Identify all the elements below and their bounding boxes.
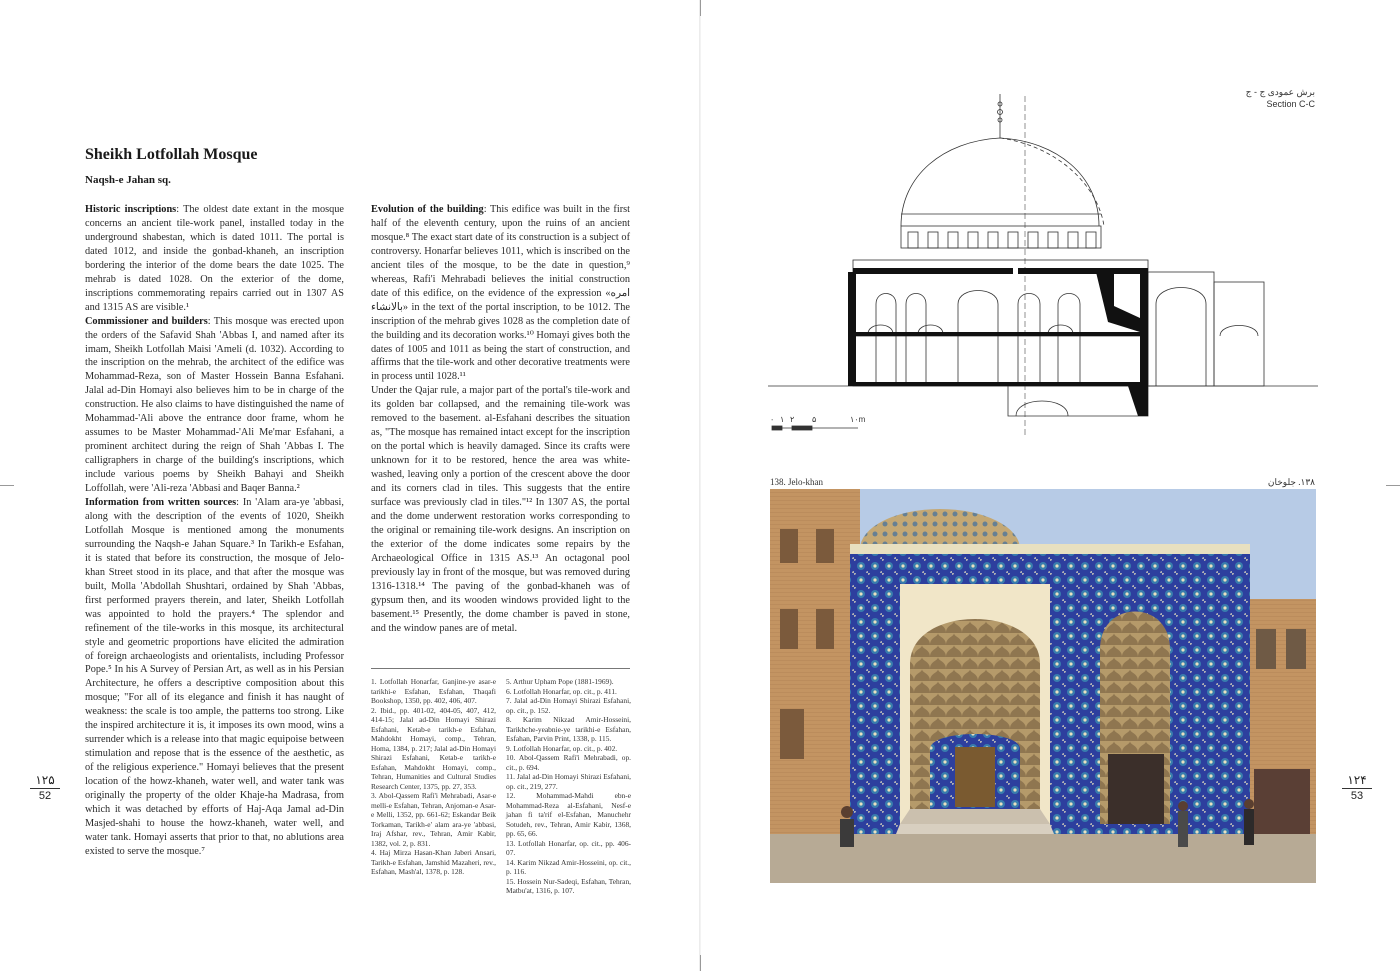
page-number-left [30, 773, 60, 803]
crop-mark [1386, 485, 1400, 486]
footnote: 3. Abol-Qassem Rafi'i Mehrabadi, Asar-e melli-e Esfahan, Tehran, Anjoman-e Asar-e Melli, 1352, pp. 661-62; Eskandar Beik Torkaman, Tarikh-e' alam ara-ye 'abbasi, Iraj Afshar, rev., Tehran, Amir Kabir, 1382, vol. 2, p. 831. [371, 791, 496, 848]
paragraph [371, 384, 630, 635]
mosque-photo [770, 489, 1316, 883]
footnote: 5. Arthur Upham Pope (1881-1969). [506, 677, 614, 686]
footnote: 11. Jalal ad-Din Homayi Shirazi Esfahani, op. cit., 219, 277. [506, 772, 631, 791]
paragraph-text: : The oldest date extant in the mosque concerns an ancient tile-work panel, installed today in the underground shabestan, which is dated 1011. The portal is dated 1012, and inside the gonbad-khaneh, an inscription bordering the interior of the dome bears the date 1025. The mehrab is dated 1028. On the exterior of the dome, inscriptions commemorating repairs carried out in 1307 AS and 1315 AS are visible.¹ [85, 204, 344, 313]
footnotes-right [506, 677, 631, 896]
photo-caption-en: 138. Jelo-khan [770, 477, 823, 487]
paragraph-text: : In 'Alam ara-ye 'abbasi, along with the description of the events of 1020, Sheikh Lotfollah Mosque is mentioned among the monuments surrounding the Naqsh-e Jahan Square.³ In Tarikh-e Esfahan, it is stated that before its construction, the mosque of Jelo-khan Street stood in its place, and that after the mosque was built, Molla 'Abdollah Shushtari, ordained by Shah 'Abbas, first performed prayers therein, and later, Sheikh Lotfollah was appointed to hold the prayers.⁴ The splendor and refinement of the tile-works in this mosque, its architectural style and geometric proportions have elicited the admiration of foreign archaeologists and orientalists, including Professor Pope.⁵ In his A Survey of Persian Art, as well as in his Persian Architecture, he offers a descriptive composition about this mosque; "For all of its elegance and finish it has naught of weakness: the scale is too ample, the patterns too strong. Like the inspired architecture it is, it imposes its own mood, wins a surrender which is a release into that magic equipoise between stimulation and repose that is the essence of the aesthetic, as of the religious experience." Homayi believes that the present location of the howz-khaneh, water well, and water tank was originally the property of the older Khaje-ha Madrasa, from which it was detached by efforts of Haj-Aqa Jamal ad-Din Masjed-shahi to house the howz-khaneh, water well, and water tank. Homayi asserts that prior to that, no ablutions area existed to serve the mosque.⁷ [85, 497, 344, 857]
paragraph-heading: Evolution of the building [371, 204, 484, 215]
paragraph-text: : This edifice was built in the first half of the eleventh century, upon the ruins of an ancient mosque.⁸ The exact start date of its construction is a subject of controversy. Honarfar believes 1011, which is inscribed on the ancient tiles of the mosque, to be the date in question,⁹ whereas, Rafi'i Mehrabadi believes the initial construction date of this edifice, on the evidence of the expression «امره بالانشاء» in the text of the portal inscription, to be 1012. The inscription of the mehrab gives 1028 as the completion date of the building and its decoration works.¹⁰ Homayi gives both the dates of 1005 and 1011 as being the start of construction, and affirms that the tile-work and other decorative treatments were in process until 1028.¹¹ [371, 204, 630, 383]
paragraph [371, 203, 630, 384]
article-location: Naqsh-e Jahan sq. [85, 174, 171, 186]
footnote: 9. Lotfollah Honarfar, op. cit., p. 402. [506, 743, 618, 753]
text-column-left [85, 203, 344, 859]
page-number-right [1342, 773, 1372, 803]
scale-label: ۰ [770, 415, 775, 424]
scale-label: ۲ [790, 415, 795, 424]
footnote-rule [371, 668, 630, 669]
footnotes-left [371, 677, 496, 877]
footnote: 15. Hossein Nur-Sadeqi, Esfahan, Tehran, Matbu'at, 1316, p. 107. [506, 876, 631, 895]
page-number-fa: ۱۲۵ [30, 773, 60, 789]
section-label-en: Section C-C [1266, 99, 1315, 109]
footnote: 12. Mohammad-Mahdi ebn-e Mohammad-Reza al-Esfahani, Nesf-e jahan fi ta'rif el-Esfahan, Manuchehr Sotudeh, rev., Tehran, Amir Kabir, 1368, pp. 65, 66. [506, 791, 631, 838]
paragraph-heading: Historic inscriptions [85, 204, 177, 215]
scale-label: ۵ [812, 415, 817, 424]
page-number-en: 52 [38, 790, 52, 802]
footnote: 7. Jalal ad-Din Homayi Shirazi Esfahani, op. cit., p. 152. [506, 696, 631, 715]
footnote: 13. Lotfollah Honarfar, op. cit., pp. 406-07. [506, 838, 631, 857]
paragraph-text: : This mosque was erected upon the orders of the Safavid Shah 'Abbas I, and named after its imam, Sheikh Lotfollah Maisi 'Ameli (d. 1032). According to the inscription on the mehrab, the architect of the edifice was Mohammad-Reza, son of Master Hossein Banna Esfahani. Jalal ad-Din Homayi also believes him to be in charge of the construction. He also claims to have distinguished the name of Mohammad-'Ali above the entrance door frame, whom he assumes to be Master Mohammad-'Ali Me'mar Esfahani, a prominent architect during the reign of Shah 'Abbas I. The calligraphers in charge of the building's inscriptions, which include various poems by Sheikh Bahayi and Sheikh Loffollah, were 'Ali-reza 'Abbasi and Baqer Banna.² [85, 315, 344, 495]
footnote: 6. Lotfollah Honarfar, op. cit., p. 411. [506, 686, 617, 696]
crop-mark [700, 0, 701, 16]
footnote: 8. Karim Nikzad Amir-Hosseini, Tarikhche-yeabnie-ye tarikhi-e Esfahan, Esfahan, Parvin Print, 1338, p. 115. [506, 715, 631, 743]
page-gutter [699, 0, 701, 971]
scale-label: ۱ [780, 415, 785, 424]
paragraph-heading: Commissioner and builders [85, 315, 208, 327]
photo-caption-fa: ۱۳۸. جلوخان [1267, 477, 1315, 487]
footnote: 1. Lotfollah Honarfar, Ganjine-ye asar-e tarikhi-e Esfahan, Esfahan, Thaqafi Bookshop, 1350, pp. 402, 406, 407. [371, 677, 496, 705]
paragraph-heading: Information from written sources [85, 497, 237, 509]
page-number-en: 53 [1350, 790, 1364, 802]
paragraph [85, 315, 344, 496]
section-label-fa: برش عمودی ج - ج [1245, 87, 1315, 97]
section-drawing [768, 86, 1318, 438]
text-column-middle [371, 203, 630, 636]
paragraph [85, 203, 344, 315]
article-title: Sheikh Lotfollah Mosque [85, 146, 258, 163]
crop-mark [700, 955, 701, 971]
footnote: 4. Haj Mirza Hasan-Khan Jaberi Ansari, Tarikh-e Esfahan, Jamshid Mazaheri, rev., Esfahan, Mash'al, 1378, p. 128. [371, 848, 496, 876]
paragraph [85, 496, 344, 859]
crop-mark [0, 485, 14, 486]
footnote: 14. Karim Nikzad Amir-Hosseini, op. cit., p. 116. [506, 857, 631, 876]
footnote: 10. Abol-Qassem Rafi'i Mehrabadi, op. cit., p. 694. [506, 753, 631, 772]
paragraph-text: Under the Qajar rule, a major part of the portal's tile-work and its golden bar collapsed, and the remaining tile-work was removed to the basement. al-Esfahani describes the situation as, "The mosque has remained intact except for the inscription on the portal which is heavily damaged. Since its crafts were unknown for it to be restored, hence the area was white-washed, leaving only a portion of the crescent above the door and its corners clad in tiles. This suggests that the entire surface was previously clad in tiles."¹² In 1307 AS, the portal and the dome underwent restoration works corresponding to the original or remaining tile-work designs. An inscription on the exterior of the dome indicates some repairs by the Archaeological Office in 1315 AS.¹³ An octagonal pool previously lay in front of the mosque, but was removed during 1316-1318.¹⁴ The paving of the gonbad-khaneh was of gypsum then, and its wooden windows provided light to the basement.¹⁵ Presently, the dome chamber is paved in stone, and the window panes are of metal. [371, 385, 630, 634]
page-number-fa: ۱۲۴ [1342, 773, 1372, 789]
footnote: 2. Ibid., pp. 401-02, 404-05, 407, 412, 414-15; Jalal ad-Din Homayi Shirazi Esfahani, Ketab-e tarikh-e Esfahan, Mahdokht Homayi, comp., Tehran, Homa, 1384, p. 217; Jalal ad-Din Homayi Shirazi Esfahani, Ketab-e tarikh-e Esfahan, Mahdokht Homayi, comp., Tehran, Humanities and Cultural Studies Research Center, 1375, pp. 27, 353. [371, 705, 496, 791]
scale-label: ۱۰m [850, 415, 866, 424]
